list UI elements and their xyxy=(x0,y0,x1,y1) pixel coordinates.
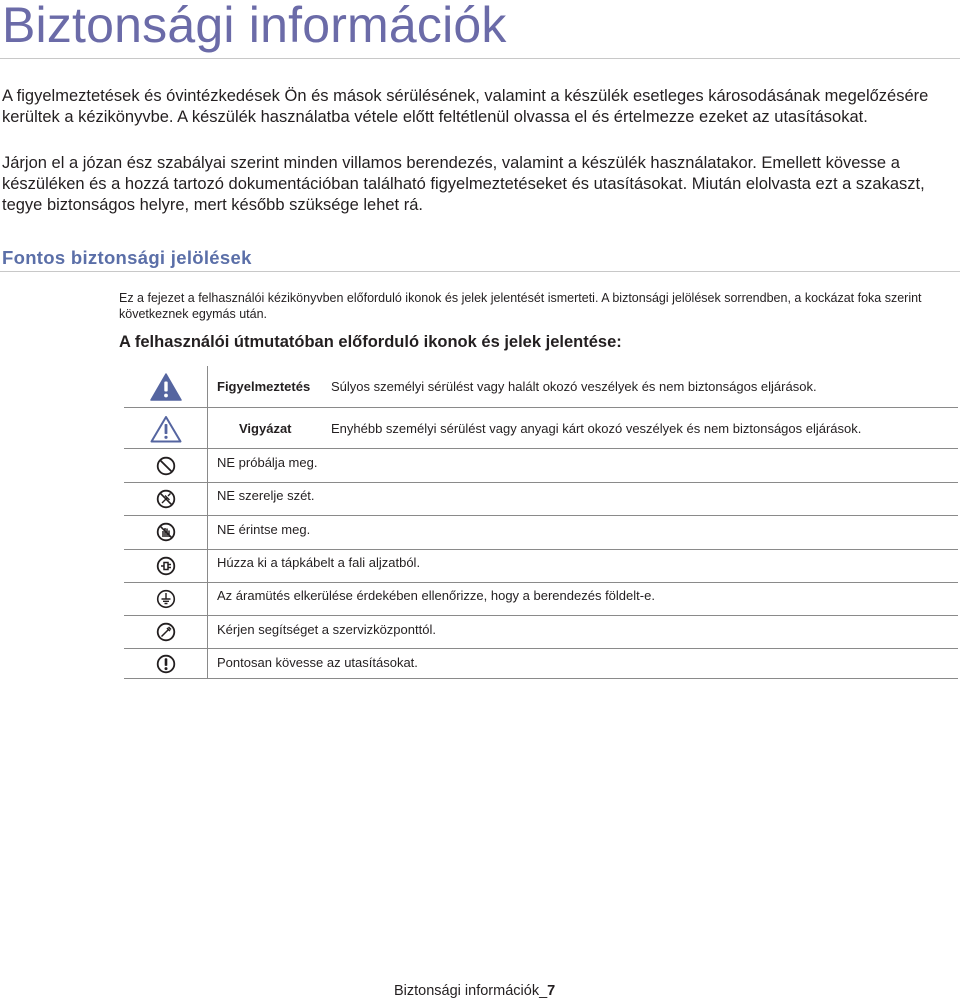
section-description: Ez a fejezet a felhasználói kézikönyvben előforduló ikonok és jelek jelentését ismerteti. A biztonsági jelölések sorrendben, a kockázat foka szerint következnek egymás után. xyxy=(119,291,922,321)
table-row xyxy=(124,449,958,482)
table-row xyxy=(124,483,958,515)
table-row xyxy=(124,516,958,549)
warning-filled-triangle-icon xyxy=(124,373,207,401)
table-row xyxy=(124,408,958,448)
page-number: 7 xyxy=(547,983,556,999)
unplug-icon xyxy=(124,556,207,576)
symbol-note: NE érintse meg. xyxy=(217,522,311,537)
table-row xyxy=(124,616,958,648)
page-title: Biztonsági információk xyxy=(2,0,507,53)
intro-paragraph-1: A figyelmeztetések és óvintézkedések Ön és mások sérülésének, valamint a készülék esetleges károsodásának megelőzésére kerültek a kézikönyvbe. A készülék használatba vétele előtt feltétlenül olvassa el és értelmezze ezeket az utasításokat. xyxy=(2,87,929,126)
table-row xyxy=(124,550,958,582)
ground-icon xyxy=(124,589,207,609)
page-footer xyxy=(394,983,555,999)
table-bottom-border xyxy=(124,678,958,679)
symbol-term: Vigyázat xyxy=(239,421,292,436)
table-row xyxy=(124,649,958,679)
do-not-touch-icon xyxy=(124,522,207,542)
footer-label: Biztonsági információk_ xyxy=(394,983,548,999)
symbol-note: NE próbálja meg. xyxy=(217,455,318,470)
table-row xyxy=(124,366,958,407)
do-not-disassemble-icon xyxy=(124,489,207,509)
symbol-description: Enyhébb személyi sérülést vagy anyagi kárt okozó veszélyek és nem biztonságos eljárások. xyxy=(331,421,862,436)
symbols-subheading: A felhasználói útmutatóban előforduló ikonok és jelek jelentése: xyxy=(119,333,622,351)
title-divider xyxy=(0,58,960,59)
service-center-icon xyxy=(124,622,207,642)
symbol-note: Pontosan kövesse az utasításokat. xyxy=(217,655,418,670)
table-row xyxy=(124,583,958,615)
symbol-note: NE szerelje szét. xyxy=(217,488,315,503)
follow-instructions-icon xyxy=(124,654,207,674)
symbol-note: Az áramütés elkerülése érdekében ellenőrizze, hogy a berendezés földelt-e. xyxy=(217,588,655,603)
symbol-note: Kérjen segítséget a szervizközponttól. xyxy=(217,622,436,637)
caution-outline-triangle-icon xyxy=(124,415,207,443)
section-divider xyxy=(0,271,960,272)
symbol-term: Figyelmeztetés xyxy=(217,379,311,394)
symbol-description: Súlyos személyi sérülést vagy halált okozó veszélyek és nem biztonságos eljárások. xyxy=(331,379,817,394)
symbol-note: Húzza ki a tápkábelt a fali aljzatból. xyxy=(217,555,421,570)
symbols-table xyxy=(124,366,958,679)
intro-paragraph-2: Járjon el a józan ész szabályai szerint minden villamos berendezés, valamint a készülék használatakor. Emellett kövesse a készüléken és a hozzá tartozó dokumentációban található figyelmeztetéseket és utasításokat. Miután elolvasta ezt a szakaszt, tegye biztonságos helyre, mert később szüksége lehet rá. xyxy=(2,154,925,214)
section-heading: Fontos biztonsági jelölések xyxy=(2,247,252,268)
prohibition-icon xyxy=(124,456,207,476)
